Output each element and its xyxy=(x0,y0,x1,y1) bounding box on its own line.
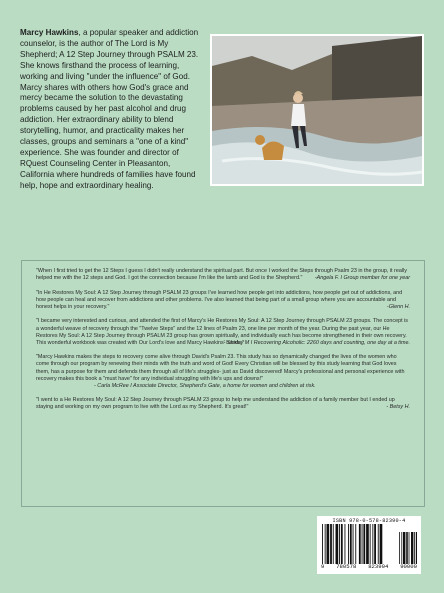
barcode-bar xyxy=(359,524,361,564)
testimonial-attribution: - Shirley M I Recovering Alcoholic: 2260 days and counting, one day at a time. xyxy=(223,339,410,346)
author-bio xyxy=(20,28,202,192)
isbn-barcode xyxy=(317,516,421,574)
barcode-addon-bar xyxy=(416,532,417,564)
testimonial xyxy=(36,290,410,311)
barcode-bar xyxy=(325,524,326,564)
barcode-bar xyxy=(348,524,349,564)
testimonial-attribution: -Angela F. I Group member for one year xyxy=(314,275,410,282)
barcode-bar xyxy=(345,524,346,564)
isbn-number: ISBN 978-0-578-82390-4 xyxy=(332,518,406,524)
barcode-bar xyxy=(374,524,376,564)
testimonial-text: "I became very interested and curious, and attended the first of Marcy's He Restores My Soul: A 12 Step Journey through PSALM 23 groups. The concept is a wonderful weave of recovery through the "Twelve Steps" and the 12 lines of Psalm 23, one line per month of the year. During the past year, our He Restores My Soul: A 12 Step Journey through PSALM 23 group has grown spiritually, and individually each has become strengthened in their own recovery. This wonderful workbook was created with Our Lord's love and Marcy Hawkins' hands," xyxy=(36,318,409,346)
barcode-bar xyxy=(350,524,352,564)
testimonial xyxy=(36,268,410,282)
barcode-addon-bar xyxy=(401,532,402,564)
testimonial-text: "I went to a He Restores My Soul: A 12 Step Journey through PSALM 23 group to help me understand the addiction of a family member but I ended up staying and working on my own program to live with the Lord as my Shepherd. It's great!" xyxy=(36,397,395,411)
barcode-digit-group: 780578 xyxy=(336,563,357,570)
barcode-bar xyxy=(327,524,330,564)
barcode-addon-bar xyxy=(399,532,400,564)
barcode-digit-group: 823904 xyxy=(368,563,389,570)
testimonial xyxy=(36,354,410,389)
barcode-addon-bar xyxy=(409,532,410,564)
barcode-addon-bar xyxy=(406,532,408,564)
barcode-bar xyxy=(330,524,332,564)
barcode-addon-bar xyxy=(403,532,405,564)
barcode-bar xyxy=(355,524,356,564)
testimonial-attribution: - Betsy H. xyxy=(386,404,410,411)
testimonial-attribution: -Glenn H. xyxy=(386,303,410,310)
barcode-addon-bar xyxy=(411,532,413,564)
barcode-bar xyxy=(362,524,363,564)
beach-photo xyxy=(212,36,422,184)
author-bio-text: , a popular speaker and addiction counselor, is the author of The Lord is My Shepherd; A 12 Step Journey through PSALM 23. She knows firsthand the process of learning, working and living "under the influence" of God. Marcy shares with others how God's grace and mercy became the solution to the devastating problems caused by her past alcohol and drug addiction. Her extraordinary ability to blend storytelling, humor, and practicality makes her classes, groups and seminars a "one of a kind" experience. She was founder and director of RQuest Counseling Center in Pleasanton, California where hundreds of families have found help, hope and extraordinary healing. xyxy=(20,28,199,190)
barcode-bar xyxy=(363,524,365,564)
barcode-bar xyxy=(372,524,373,564)
author-photo xyxy=(210,34,424,186)
testimonial-text: "When I first tried to get the 12 Steps I guess I didn't really understand the spiritual part. But once I worked the Steps through Psalm 23 in the group, it really helped me with the 12 steps and God. I got the connection because I'm like the lamb and God is the Shepherd." xyxy=(36,268,407,282)
barcode-bar xyxy=(341,524,343,564)
testimonial-attribution: - Carla McRee I Associate Director, Shepherd's Gate, a home for women and children at risk. xyxy=(94,382,316,389)
barcode-bar xyxy=(370,524,371,564)
testimonial-text: "Marcy Hawkins makes the steps to recovery come alive through David's Psalm 23. This study has so dynamically changed the lives of the women who come through our program by renewing their minds with the truth and word of God! Every Christian will be blessed by this study learning that God loves them, has a purpose for them and defends them through all of life's struggles- just as David discovered! Marcy's professional and personal experience with recovery makes this book a "must have" for any individual struggling with life's ups and downs!" xyxy=(36,354,405,382)
barcode-addon: 90000 xyxy=(400,563,417,570)
testimonial-text: "In He Restores My Soul: A 12 Step Journey through PSALM 23 groups I've learned how people get into addictions, how people get out of addictions, and how people can heal and recover from addictions and other problems. I've also learned that being part of a small group where you are accountable and honest helps in your recovery." xyxy=(36,289,403,310)
barcode-bar xyxy=(380,524,383,564)
barcode-bar xyxy=(353,524,354,564)
barcode-digits xyxy=(321,563,417,570)
barcode-bar xyxy=(339,524,340,564)
barcode-bar xyxy=(333,524,334,564)
testimonial xyxy=(36,397,410,411)
barcode-bars xyxy=(321,524,417,564)
testimonial xyxy=(36,318,410,346)
testimonials-box xyxy=(21,260,425,507)
barcode-digit-group: 9 xyxy=(321,563,325,570)
author-name: Marcy Hawkins xyxy=(20,28,79,37)
barcode-bar xyxy=(322,524,323,564)
barcode-bar xyxy=(336,524,339,564)
barcode-bar xyxy=(366,524,369,564)
barcode-addon-bar xyxy=(414,532,415,564)
barcode-bar xyxy=(378,524,379,564)
